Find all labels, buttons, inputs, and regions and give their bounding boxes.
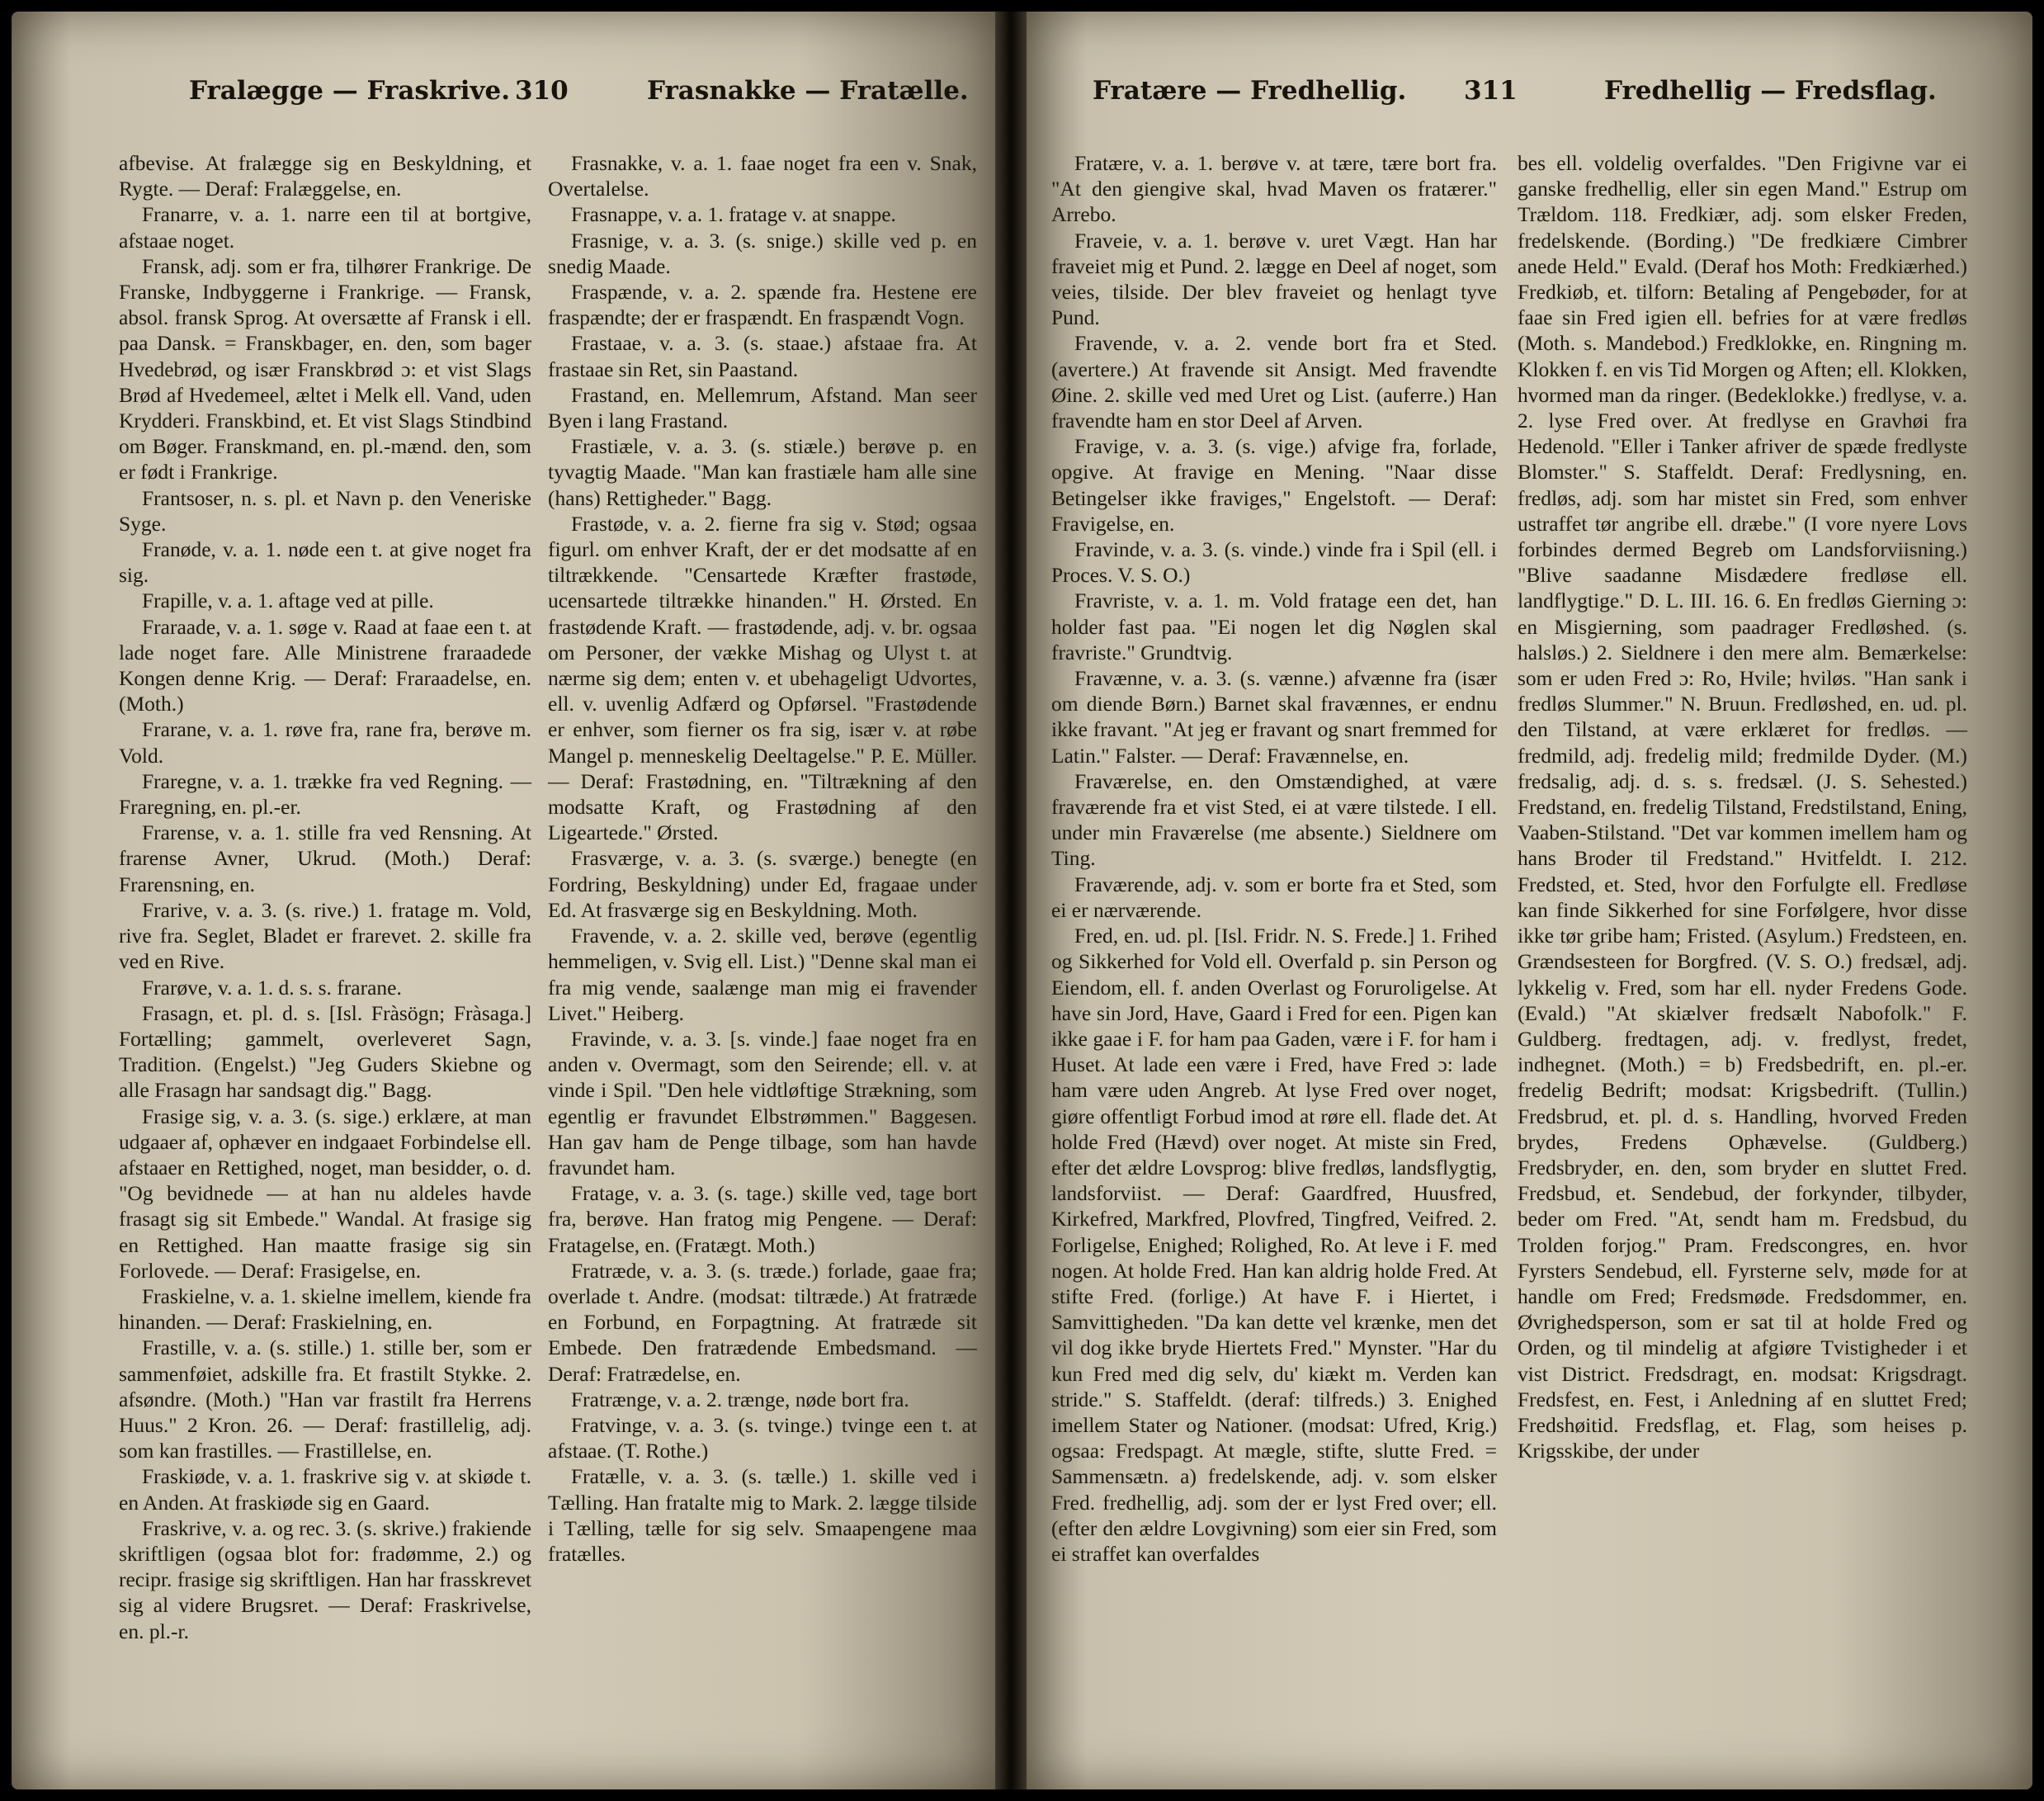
- dictionary-entry: Fravende, v. a. 2. vende bort fra et Sted. (avertere.) At fravende sit Ansigt. Med fravendte Øine. 2. skille ved med Uret og List. (auferre.) Han fravendte ham en stor Deel af Arven.: [1051, 331, 1497, 433]
- dictionary-entry: Frarive, v. a. 3. (s. rive.) 1. fratage m. Vold, rive fra. Seglet, Bladet er frarevet. 2. skille fra ved en Rive.: [119, 897, 531, 974]
- dictionary-entry: Frasnige, v. a. 3. (s. snige.) skille ved p. en snedig Maade.: [548, 228, 977, 278]
- dictionary-entry: Frastøde, v. a. 2. fierne fra sig v. Stød; ogsaa figurl. om enhver Kraft, der er det modsatte af en tiltrækkende. "Censartede Kræfter frastøde, ucensartede tiltrække hinanden." H. Ørsted. En frastødende Kraft. — frastødende, adj. v. br. ogsaa om Personer, der vække Mishag og Ulyst t. at nærme sig dem; enten v. et ubehageligt Udvortes, ell. v. uvenlig Adfærd og Opførsel. "Frastødende er enhver, som fierner os fra sig, især v. at røbe Mangel p. menneskelig Deeltagelse." P. E. Müller. — Deraf: Frastødning, en. "Tiltrækning af den modsatte Kraft, og Frastødning af den Ligeartede." Ørsted.: [548, 511, 977, 845]
- dictionary-entry: Fratvinge, v. a. 3. (s. tvinge.) tvinge een t. at afstaae. (T. Rothe.): [548, 1412, 977, 1463]
- left-running-head: [12, 76, 995, 121]
- dictionary-entry: Frarøve, v. a. 1. d. s. s. frarane.: [142, 975, 402, 1000]
- dictionary-entry: Fratrænge, v. a. 2. trænge, nøde bort fra.: [571, 1387, 909, 1411]
- right-page: [1027, 12, 2032, 1789]
- left-page-column-2: [548, 150, 977, 1567]
- dictionary-entry: Fraskrive, v. a. og rec. 3. (s. skrive.) frakiende skriftligen (ogsaa blot for: fradømme, 2.) og recipr. frasige sig skriftligen. Han har frasskrevet sig al videre Brugsret. — Deraf: Fraskrivelse, en. pl.-r.: [119, 1515, 531, 1643]
- right-head-right-guide-words: Fredhellig — Fredsflag.: [1604, 76, 1937, 106]
- left-head-right-guide-words: Frasnakke — Fratælle.: [647, 76, 969, 106]
- right-page-number: 311: [1464, 76, 1518, 106]
- dictionary-entry: Fravriste, v. a. 1. m. Vold fratage een det, han holder fast paa. "Ei nogen let dig Nøglen skal fravriste." Grundtvig.: [1051, 589, 1497, 664]
- dictionary-entry: Fravende, v. a. 2. skille ved, berøve (egentlig hemmeligen, v. Svig ell. List.) "Denne skal man ei fra mig vende, saalænge man mig ei fravender Livet." Heiberg.: [548, 924, 977, 1025]
- dictionary-entry: Fravinde, v. a. 3. (s. vinde.) vinde fra i Spil (ell. i Proces. V. S. O.): [1051, 537, 1497, 588]
- left-page-column-1: [119, 150, 531, 1644]
- right-head-guide-words: Fratære — Fredhellig.: [1093, 76, 1407, 106]
- dictionary-entry: Frastille, v. a. (s. stille.) 1. stille ber, som er sammenføiet, adskille fra. Et frastilt Stykke. 2. afsøndre. (Moth.) "Han var frastilt fra Herrens Huus." 2 Kron. 26. — Deraf: frastillelig, adj. som kan frastilles. — Frastillelse, en.: [119, 1335, 531, 1463]
- dictionary-entry: Fravænne, v. a. 3. (s. vænne.) afvænne fra (især om diende Børn.) Barnet skal fravænnes, er endnu ikke fravant. "At jeg er fravant og snart fremmed for Latin." Falster. — Deraf: Fravænnelse, en.: [1051, 666, 1497, 768]
- dictionary-entry: Fraraade, v. a. 1. søge v. Raad at faae een t. at lade noget fare. Alle Ministrene fraraadede Kongen denne Krig. — Deraf: Fraraadelse, en. (Moth.): [119, 614, 531, 716]
- dictionary-entry: Frasige sig, v. a. 3. (s. sige.) erklære, at man udgaaer af, ophæver en indgaaet Forbindelse ell. afstaaer en Rettighed, noget, man besidder, o. d. "Og bevidnede — at han nu aldeles havde frasagt sig sit Embede." Wandal. At frasige sig en Rettighed. Han maatte frasige sig sin Forlovede. — Deraf: Frasigelse, en.: [119, 1104, 531, 1283]
- dictionary-entry: Frarane, v. a. 1. røve fra, rane fra, berøve m. Vold.: [119, 717, 531, 768]
- dictionary-entry: Fred, en. ud. pl. [Isl. Fridr. N. S. Frede.] 1. Frihed og Sikkerhed for Vold ell. Overfald p. sin Person og Eiendom, ell. f. anden Overlast og Foruroligelse. At have sin Jord, Have, Gaard i Fred for een. Pigen kan ikke gaae i F. for ham paa Gaden, være i F. for ham i Huset. At lade een være i Fred, have Fred ɔ: lade ham være uden Angreb. At lyse Fred over noget, giøre offentligt Forbud imod at røre ell. flade det. At holde Fred (Hævd) over noget. At miste sin Fred, efter det ældre Lovsprog: blive fredløs, landsflygtig, landsforviist. — Deraf: Gaardfred, Huusfred, Kirkefred, Markfred, Plovfred, Tingfred, Veifred. 2. Forligelse, Enighed; Rolighed, Ro. At leve i F. med nogen. At holde Fred. Han kan aldrig holde Fred. At stifte Fred. (forlige.) At have F. i Hiertet, i Samvittigheden. "Da kan dette vel krænke, men det vil dog ikke bryde Hiertets Fred." Mynster. "Har du kun Fred med dig selv, du' kiækt m. Verden kan stride." S. Staffeldt. (deraf: tilfreds.) 3. Enighed imellem Stater og Nationer. (modsat: Ufred, Krig.) ogsaa: Fredspagt. At mægle, stifte, slutte Fred. = Sammensætn. a) fredelskende, adj. v. som elsker Fred. fredhellig, adj. som der er lyst Fred over; ell. (efter den ældre Lovgivning) som eier sin Fred, som ei straffet kan overfaldes: [1051, 924, 1497, 1566]
- right-page-column-1: [1051, 150, 1497, 1567]
- dictionary-entry: Fraregne, v. a. 1. trække fra ved Regning. — Fraregning, en. pl.-er.: [119, 768, 531, 820]
- dictionary-entry: Franøde, v. a. 1. nøde een t. at give noget fra sig.: [119, 537, 531, 588]
- dictionary-entry: Frarense, v. a. 1. stille fra ved Rensning. At frarense Avner, Ukrud. (Moth.) Deraf: Frarensning, en.: [119, 820, 531, 896]
- dictionary-entry: Fraveie, v. a. 1. berøve v. uret Vægt. Han har fraveiet mig et Pund. 2. lægge en Deel af noget, som veies, tilside. Der blev fraveiet og henlagt tyve Pund.: [1051, 228, 1497, 330]
- dictionary-entry: Frastiæle, v. a. 3. (s. stiæle.) berøve p. en tyvagtig Maade. "Man kan frastiæle ham alle sine (hans) Rettigheder." Bagg.: [548, 434, 977, 510]
- dictionary-entry: Fransk, adj. som er fra, tilhører Frankrige. De Franske, Indbyggerne i Frankrige. — Fransk, absol. fransk Sprog. At oversætte af Fransk i ell. paa Dansk. = Franskbager, en. den, som bager Hvedebrød, og især Franskbrød ɔ: et vist Slags Brød af Hvedemeel, æltet i Melk ell. Vand, uden Krydderi. Franskbind, et. Et vist Slags Stindbind om Bøger. Franskmand, en. pl.-mænd. den, som er født i Frankrige.: [119, 253, 531, 485]
- dictionary-entry: Fraspænde, v. a. 2. spænde fra. Hestene ere fraspændte; der er fraspændt. En fraspændt Vogn.: [548, 280, 977, 330]
- left-head-guide-words: Fralægge — Fraskrive.: [189, 76, 510, 106]
- right-running-head: [1027, 76, 2032, 121]
- dictionary-entry: Franarre, v. a. 1. narre een til at bortgive, afstaae noget.: [119, 202, 531, 253]
- dictionary-entry: afbevise. At fralægge sig en Beskyldning, et Rygte. — Deraf: Fralæggelse, en.: [119, 151, 531, 201]
- dictionary-entry: Fraværelse, en. den Omstændighed, at være fraværende fra et vist Sted, ei at være tilstede. I ell. under min Fraværelse (me absente.) Sieldnere om Ting.: [1051, 768, 1497, 871]
- dictionary-entry: Frapille, v. a. 1. aftage ved at pille.: [142, 589, 434, 613]
- dictionary-entry: Fraskiøde, v. a. 1. fraskrive sig v. at skiøde t. en Anden. At fraskiøde sig en Gaard.: [119, 1464, 531, 1515]
- dictionary-entry: Fratære, v. a. 1. berøve v. at tære, tære bort fra. "At den giengive skal, hvad Maven os fratærer." Arrebo.: [1051, 151, 1497, 227]
- dictionary-entry: Fravige, v. a. 3. (s. vige.) afvige fra, forlade, opgive. At fravige en Mening. "Naar disse Betingelser ikke fraviges," Engelstoft. — Deraf: Fravigelse, en.: [1051, 434, 1497, 536]
- dictionary-entry: Fraværende, adj. v. som er borte fra et Sted, som ei er nærværende.: [1051, 872, 1497, 922]
- left-page-number: 310: [515, 76, 569, 106]
- dictionary-entry: Frastand, en. Mellemrum, Afstand. Man seer Byen i lang Frastand.: [548, 382, 977, 433]
- dictionary-entry: Fravinde, v. a. 3. [s. vinde.] faae noget fra en anden v. Overmagt, som den Seirende; ell. v. at vinde i Spil. "Den hele vidtløftige Strækning, som egentlig er fravundet Elbstrømmen." Baggesen. Han gav ham de Penge tilbage, som han havde fravundet ham.: [548, 1026, 977, 1179]
- dictionary-entry: bes ell. voldelig overfaldes. "Den Frigivne var ei ganske fredhellig, eller sin egen Mand." Estrup om Trældom. 118. Fredkiær, adj. som elsker Freden, fredelskende. (Bording.) "De fredkiære Cimbrer anede Held." Evald. (Deraf hos Moth: Fredkiærhed.) Fredkiøb, et. tilforn: Betaling af Pengebøder, for at faae sin Fred igien ell. befries for at være fredløs (Moth. s. Mandebod.) Fredklokke, en. Ringning m. Klokken f. en vis Tid Morgen og Aften; ell. Klokken, hvormed man da ringer. (Bedeklokke.) fredlyse, v. a. 2. lyse Fred over. At fredlyse en Gravhøi fra Hedenold. "Eller i Tanker afriver de spæde fredlyste Blomster." S. Staffeldt. Deraf: Fredlysning, en. fredløs, adj. som har mistet sin Fred, som enhver ustraffet tør angribe ell. dræbe." (I vore nyere Lovs forbindes dermed Begreb om Landsforviisning.) "Blive saadanne Misdædere fredløse ell. landflygtige." D. L. III. 16. 6. En fredløs Gierning ɔ: en Misgierning, som paadrager Fredløshed. (s. halsløs.) 2. Sieldnere i den mere alm. Bemærkelse: som er uden Fred ɔ: Ro, Hvile; hviløs. "Han sank i fredløs Slummer." N. Bruun. Fredløshed, en. ud. pl. den Tilstand, at være erklæret for fredløs. — fredmild, adj. fredelig mild; fredmilde Dyder. (M.) fredsalig, adj. d. s. s. fredsæl. (J. S. Sehested.) Fredstand, en. fredelig Tilstand, Fredstilstand, Ening, Vaaben-Stilstand. "Det var kommen imellem ham og hans Broder til Fredstand." Hvitfeldt. I. 212. Fredsted, et. Sted, hvor den Forfulgte ell. Fredløse kan finde Sikkerhed for sine Forfølgere, hvor disse ikke tør gribe ham; Fristed. (Asylum.) Fredsteen, en. Grændsesteen for Borgfred. (V. S. O.) fredsæl, adj. lykkelig v. Fred, som har ell. nyder Fredens Gode. (Evald.) "At skiælver fredsælt Nabofolk." F. Guldberg. fredtagen, adj. v. fredlyst, fredet, indhegnet. (Moth.) = b) Fredsbedrift, en. pl.-er. fredelig Bedrift; modsat: Krigsbedrift. (Tullin.) Fredsbrud, et. pl. d. s. Handling, hvorved Freden brydes, Fredens Ophævelse. (Guldberg.) Fredsbryder, en. den, som bryder en sluttet Fred. Fredsbud, et. Sendebud, der forkynder, tilbyder, beder om Fred. "At, sendt ham m. Fredsbud, du Trolden forjog." Pram. Fredscongres, en. hvor Fyrsters Sendebud, ell. Fyrsterne selv, møde for at handle om Fred; Fredsmøde. Fredsdommer, en. Øvrighedsperson, som er sat til at holde Fred og Orden, og til mindelig at afgiøre Tvistigheder i et vist District. Fredsdragt, en. modsat: Krigsdragt. Fredsfest, en. Fest, i Anledning af en sluttet Fred; Fredshøitid. Fredsflag, et. Flag, som heises p. Krigsskibe, der under: [1518, 151, 1967, 1463]
- dictionary-entry: Fratræde, v. a. 3. (s. træde.) forlade, gaae fra; overlade t. Andre. (modsat: tiltræde.) At fratræde en Forbund, en Forpagtning. At fratræde sit Embede. Den fratrædende Embedsmand. — Deraf: Fratrædelse, en.: [548, 1258, 977, 1386]
- dictionary-entry: Frasnappe, v. a. 1. fratage v. at snappe.: [571, 202, 896, 227]
- book-spread: [12, 12, 2032, 1789]
- dictionary-entry: Fraskielne, v. a. 1. skielne imellem, kiende fra hinanden. — Deraf: Fraskielning, en.: [119, 1283, 531, 1335]
- left-page: [12, 12, 995, 1789]
- book-gutter: [995, 12, 1027, 1789]
- right-page-column-2: [1518, 150, 1967, 1463]
- dictionary-entry: Frasagn, et. pl. d. s. [Isl. Fràsögn; Fràsaga.] Fortælling; gammelt, overleveret Sagn, Tradition. (Engelst.) "Jeg Guders Skiebne og alle Frasagn har sandsagt dig." Bagg.: [119, 1000, 531, 1103]
- dictionary-entry: Fratælle, v. a. 3. (s. tælle.) 1. skille ved i Tælling. Han fratalte mig to Mark. 2. lægge tilside i Tælling, tælle for sig selv. Smaapengene maa fratælles.: [548, 1464, 977, 1566]
- dictionary-entry: Frasværge, v. a. 3. (s. sværge.) benegte (en Fordring, Beskyldning) under Ed, fragaae under Ed. At frasværge sig en Beskyldning. Moth.: [548, 846, 977, 922]
- dictionary-entry: Fratage, v. a. 3. (s. tage.) skille ved, tage bort fra, berøve. Han fratog mig Pengene. — Deraf: Fratagelse, en. (Fratægt. Moth.): [548, 1181, 977, 1257]
- dictionary-entry: Frastaae, v. a. 3. (s. staae.) afstaae fra. At frastaae sin Ret, sin Paastand.: [548, 331, 977, 381]
- dictionary-entry: Frasnakke, v. a. 1. faae noget fra een v. Snak, Overtalelse.: [548, 151, 977, 201]
- dictionary-entry: Frantsoser, n. s. pl. et Navn p. den Veneriske Syge.: [119, 485, 531, 536]
